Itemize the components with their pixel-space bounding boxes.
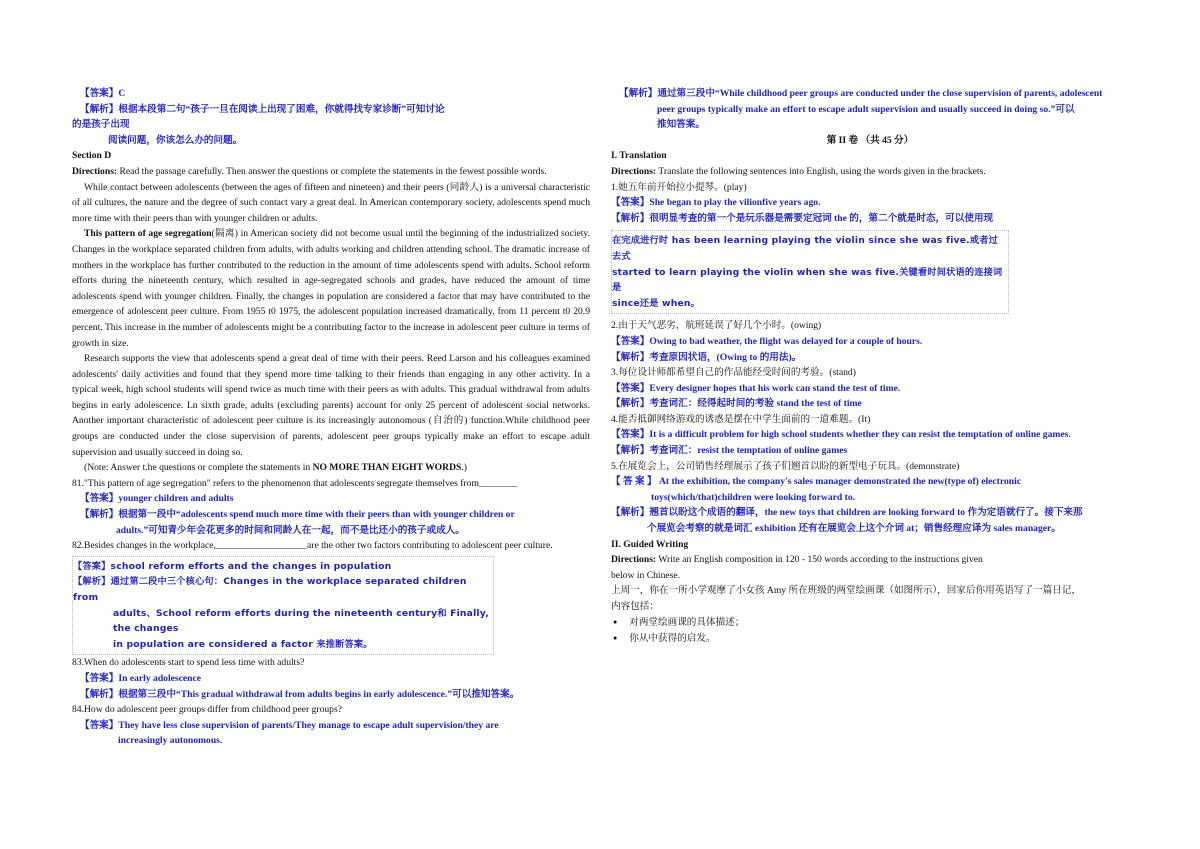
answer-84-line2: increasingly autonomous. xyxy=(118,735,223,747)
translation-3-question: 3.每位设计师都希望自己的作品能经受时间的考验。(stand) xyxy=(611,367,856,379)
answer-84-line1: 【答案】They have less close supervision of parents/They manage to escape adult supervision/they are xyxy=(80,719,499,731)
right-column xyxy=(611,86,1129,648)
analysis-81-line2: adults.”可知青少年会花更多的时间和同龄人在一起，而不是比还小的孩子或成人。 xyxy=(116,524,465,536)
analysis-80-line3: 阅读问题，你该怎么办的问题。 xyxy=(108,134,243,146)
analysis-80-line2: 的是孩子出现 xyxy=(72,119,130,131)
section-d-directions xyxy=(72,164,590,180)
translation-5-analysis-line1: 【解析】翘首以盼这个成语的翻译，the new toys that children are looking forward to 作为定语就行了。接下来那 xyxy=(611,507,1083,519)
guided-writing-directions-label: Directions: xyxy=(611,554,657,566)
analysis-84-line3: 推知答案。 xyxy=(657,119,705,131)
directions-text: Read the passage carefully. Then answer the questions or complete the statements in the fewest possible words. xyxy=(117,165,547,177)
question-81: 81."This pattern of age segregation" refers to the phenomenon that adolescents segregate themselves from________ xyxy=(72,477,518,489)
analysis-84-line1: 【解析】通过第三段中“While childhood peer groups are conducted under the close supervision of parents, adolescent xyxy=(619,88,1103,99)
passage-paragraph-1: While contact between adolescents (between the ages of fifteen and nineteen) and their peers (同龄人) is a universal characteristic of all cultures, the nature and the degree of such contact vary a great deal. In American contemporary society, adolescents spend much more time with their peers than with younger children or adults. xyxy=(72,181,590,224)
answer-81: 【答案】younger children and adults xyxy=(80,493,234,505)
analysis-83: 【解析】根据第三段中“This gradual withdrawal from adults begins in early adolescence.”可以推知答案。 xyxy=(80,688,520,700)
answer-82-box xyxy=(72,556,494,656)
guided-writing-chinese-line2: 内容包括： xyxy=(611,601,659,612)
passage-paragraph-2 xyxy=(72,226,590,351)
translation-2-analysis: 【解析】考查原因状语，(Owing to 的用法)。 xyxy=(611,351,802,363)
translation-directions-label: Directions: xyxy=(611,165,657,177)
translation-1-analysis-box xyxy=(611,230,1009,314)
translation-2-question: 2.由于天气恶劣，航班延误了好几个小时。(owing) xyxy=(611,320,822,332)
note-text: (Note: Answer t.he questions or complete the statements in xyxy=(84,462,313,474)
question-82: 82.Besides changes in the workplace,___________________are the other two factors contributing to adolescent peer culture. xyxy=(72,540,553,552)
translation-4-answer: 【答案】It is a difficult problem for high school students whether they can resist the temptation of online games. xyxy=(611,429,1071,441)
guided-writing-title: II. Guided Writing xyxy=(611,538,689,550)
translation-directions-text: Translate the following sentences into English, using the words given in the brackets. xyxy=(656,165,986,177)
translation-3-answer: 【答案】Every designer hopes that his work can stand the test of time. xyxy=(611,382,901,394)
note-bold: NO MORE THAN EIGHT WORDS xyxy=(312,462,462,474)
translation-1-analysis-line3: started to learn playing the violin when she was five.关键看时间状语的连接词是 xyxy=(612,266,1003,294)
translation-1-answer: 【答案】She began to play the vilionfive years ago. xyxy=(611,197,821,209)
paragraph-2-bold: This pattern of age segregation xyxy=(84,228,212,240)
directions-label: Directions: xyxy=(72,165,118,177)
translation-1-question: 1.她五年前开始拉小提琴。(play) xyxy=(611,181,747,193)
guided-writing-directions-text: Write an English composition in 120 - 150 words according to the instructions given xyxy=(656,554,983,566)
analysis-80-line1: 【解析】根据本段第二句“孩子一旦在阅读上出现了困难，你就得找专家诊断”可知讨论 xyxy=(80,103,445,115)
translation-4-question: 4.能否抵御网络游戏的诱惑是摆在中学生面前的一道难题。(It) xyxy=(611,413,871,425)
translation-4-analysis: 【解析】考查词汇：resist the temptation of online games xyxy=(611,445,848,457)
analysis-81-line1: 【解析】根据第一段中“adolescents spend much more time with their peers than with younger children or xyxy=(80,509,515,521)
note-end: .) xyxy=(461,462,467,474)
translation-1-analysis-line4: since还是 when。 xyxy=(612,297,700,309)
translation-3-analysis: 【解析】考查词汇：经得起时间的考验 stand the test of time xyxy=(611,398,862,410)
analysis-84-line2: peer groups typically make an effort to escape adult supervision and usually succeed in doing so.”可以 xyxy=(657,103,1075,115)
translation-section-title: I. Translation xyxy=(611,150,667,162)
answer-80: 【答案】C xyxy=(80,88,126,99)
translation-5-answer-line2: toys(which/that)children were looking forward to. xyxy=(651,491,856,503)
answer-82: 【答案】school reform efforts and the changes in population xyxy=(73,560,392,572)
translation-1-analysis-line1: 【解析】很明显考查的第一个是玩乐器是需要定冠词 the 的，第二个就是时态，可以使用现 xyxy=(611,212,994,224)
guided-writing-directions-line2: below in Chinese. xyxy=(611,569,681,581)
analysis-82-line1: 【解析】通过第二段中三个核心句：Changes in the workplace separated children from xyxy=(73,576,467,603)
question-84: 84.How do adolescent peer groups differ from childhood peer groups? xyxy=(72,704,342,716)
part-2-title: 第 II 卷 （共 45 分） xyxy=(826,134,914,146)
translation-1-analysis-line2: 在完成进行时 has been learning playing the violin since she was five.或者过去式 xyxy=(612,235,999,262)
paragraph-2-text: (隔离) in American society did not become usual until the beginning of the industrialized society. Changes in the workplace separated children from adults, with adults working and children attending school. The dramatic increase of mothers in the workplace has further contributed to the reduction in the amount of time adolescents spend with adults. School reform efforts during the nineteenth century, which resulted in age-segregated schools and grades, have reduced the amount of time adolescents spend with younger children. Finally, the changes in population are considered a factor that may have contributed to the emergence of adolescent peer culture. From 1955 t0 1975, the adolescent population increased dramatically, from 11 percent t0 20.9 percent. This increase in the number of adolescents might be a contributing factor to the increase in adolescent peer culture in terms of growth in size. xyxy=(72,228,590,349)
answer-83: 【答案】In early adolescence xyxy=(80,672,201,684)
guided-writing-chinese-line1: 上周一，你在一所小学观摩了小女孩 Amy 所在班级的两堂绘画课（如图所示），回家后你用英语写了一篇日记， xyxy=(611,585,1082,597)
analysis-82-line2: adults、School reform efforts during the nineteenth century和 Finally, the changes xyxy=(113,607,489,635)
answer-note xyxy=(72,460,590,476)
translation-directions xyxy=(611,164,1129,180)
section-d-title: Section D xyxy=(72,150,112,162)
translation-5-question: 5.在展览会上，公司销售经理展示了孩子们翘首以盼的新型电子玩具。(demonstrate) xyxy=(611,460,960,472)
translation-2-answer: 【答案】Owing to bad weather, the flight was delayed for a couple of hours. xyxy=(611,335,923,347)
passage-paragraph-3: Research supports the view that adolescents spend a great deal of time with their peers. Reed Larson and his colleagues examined adolescents' daily activities and found that they spend more time talking to their friends than engaging in any other activity. In a typical week, high school students will spend twice as much time with their peers as with adults. This gradual withdrawal from adults begins in early adolescence. Ln sixth grade, adults (excluding parents) account for only 25 percent of adolescent social networks. Another important characteristic of adolescent peer culture is its increasingly autonomous (自治的) function.While childhood peer groups are conducted under the close supervision of parents, adolescent peer groups typically make an effort to escape adult supervision and usually succeed in doing so. xyxy=(72,353,590,458)
question-83: 83.When do adolescents start to spend less time with adults? xyxy=(72,657,305,669)
left-column xyxy=(72,86,590,749)
guided-writing-directions xyxy=(611,552,1129,568)
translation-5-answer-line1: 【 答 案 】 At the exhibition, the company's sales manager demonstrated the new(type of) electronic xyxy=(611,476,1022,488)
analysis-82-line3: in population are considered a factor 来推断答案。 xyxy=(113,638,373,650)
translation-5-analysis-line2: 个展览会考察的就是词汇 exhibition 还有在展览会上这个介词 at；销售经理应译为 sales manager。 xyxy=(647,523,1061,535)
bullet-item-2: ● 你从中获得的启发。 xyxy=(611,631,1129,648)
bullet-item-1: ● 对两堂绘画课的具体描述； xyxy=(611,615,1129,632)
